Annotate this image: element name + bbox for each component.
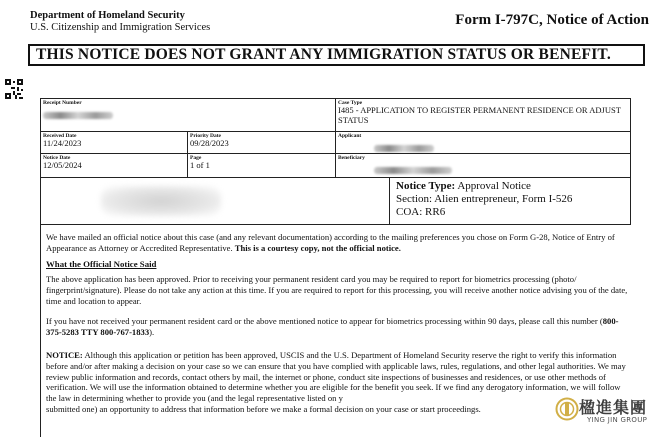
notice-date-value: 12/05/2024 — [43, 160, 82, 170]
contact-text: If you have not received your permanent resident card or the above mentioned notice to appear for biometrics processing within 90 days, please call this number ( — [46, 316, 603, 326]
qr-code-icon — [5, 79, 23, 99]
paragraph-approval: The above application has been approved. Prior to receiving your permanent resident card you may be required to report for biometrics processing (photo/ fingerprint/signature). Please do not take any action at this time. If you are required to report for this processing, you will receive another notice advising you of the date, time and location to appear. — [46, 274, 628, 306]
agency-name: Department of Homeland Security — [30, 10, 185, 21]
beneficiary-label: Beneficiary — [338, 155, 365, 161]
redacted-applicant — [374, 145, 434, 152]
page-cell — [187, 153, 336, 178]
case-type-label: Case Type — [338, 100, 363, 106]
contact-end: ). — [149, 326, 155, 337]
status-banner: THIS NOTICE DOES NOT GRANT ANY IMMIGRATION STATUS OR BENEFIT. — [28, 44, 645, 66]
receipt-number-label: Receipt Number — [43, 100, 82, 106]
beneficiary-cell — [335, 153, 631, 178]
priority-date-cell — [187, 131, 336, 154]
agency-subname: U.S. Citizenship and Immigration Services — [30, 22, 211, 33]
left-border — [40, 178, 41, 437]
redacted-beneficiary — [374, 167, 452, 174]
paragraph-courtesy-copy — [46, 232, 630, 254]
coa-line: COA: RR6 — [396, 206, 446, 218]
address-cell — [40, 177, 390, 225]
watermark-chinese: 楹進集團 — [579, 398, 648, 417]
notice-date-cell — [40, 153, 188, 178]
notice-type-label: Notice Type: — [396, 180, 456, 192]
contact-phone: 800-375-5283 TTY 800-767-1833 — [46, 316, 619, 337]
paragraph-notice — [46, 350, 630, 415]
courtesy-bold: This is a courtesy copy, not the official notice. — [234, 242, 401, 253]
notice-date-label: Notice Date — [43, 155, 71, 161]
applicant-cell — [335, 131, 631, 154]
page-label: Page — [190, 155, 202, 161]
case-type-value: I485 - APPLICATION TO REGISTER PERMANENT RESIDENCE OR ADJUST STATUS — [338, 105, 621, 125]
applicant-label: Applicant — [338, 133, 362, 139]
receipt-number-cell — [40, 98, 336, 132]
received-date-cell — [40, 131, 188, 154]
received-date-value: 11/24/2023 — [43, 138, 82, 148]
case-type-cell — [335, 98, 631, 132]
company-logo-icon — [555, 397, 579, 421]
page-value: 1 of 1 — [190, 160, 210, 170]
received-date-label: Received Date — [43, 133, 77, 139]
form-title: Form I-797C, Notice of Action — [455, 12, 649, 28]
courtesy-text: We have mailed an official notice about this case (and any relevant documentation) according to the mailing preferences you chose on Form G-28, Notice of Entry of Appearance as Attorney or Accredited Representative. — [46, 232, 615, 253]
watermark-english: YING JIN GROUP — [587, 416, 648, 424]
section-heading: What the Official Notice Said — [46, 259, 157, 269]
agency-block — [30, 10, 210, 34]
notice-type-value: Approval Notice — [457, 180, 531, 192]
redacted-address — [101, 186, 221, 216]
paragraph-contact — [46, 316, 630, 338]
priority-date-label: Priority Date — [190, 133, 221, 139]
notice-label: NOTICE: — [46, 350, 83, 360]
redacted-receipt-number — [43, 112, 113, 119]
company-watermark — [551, 393, 653, 431]
notice-text: Although this application or petition has been approved, USCIS and the U.S. Department of Homeland Security reserve the right to verify this information before and/or after making a decision on your case so we can ensure that you have complied with applicable laws, rules, regulations, and other legal authorities. We may review public information and records, contact others by mail, the internet or phone, conduct site inspections of businesses and residences, or use other methods of verification. We will use the information obtained to determine whether you are eligible for the benefit you seek. If we find any derogatory information, we will follow the law in determining whether to provide you (and the legal representative listed on y — [46, 350, 626, 404]
priority-date-value: 09/28/2023 — [190, 138, 229, 148]
section-line: Section: Alien entrepreneur, Form I-526 — [396, 193, 573, 205]
notice-type-box — [389, 177, 631, 225]
notice-text-end: submitted one) an opportunity to address that information before we make a formal decision on your case or start proceedings. — [46, 403, 481, 414]
